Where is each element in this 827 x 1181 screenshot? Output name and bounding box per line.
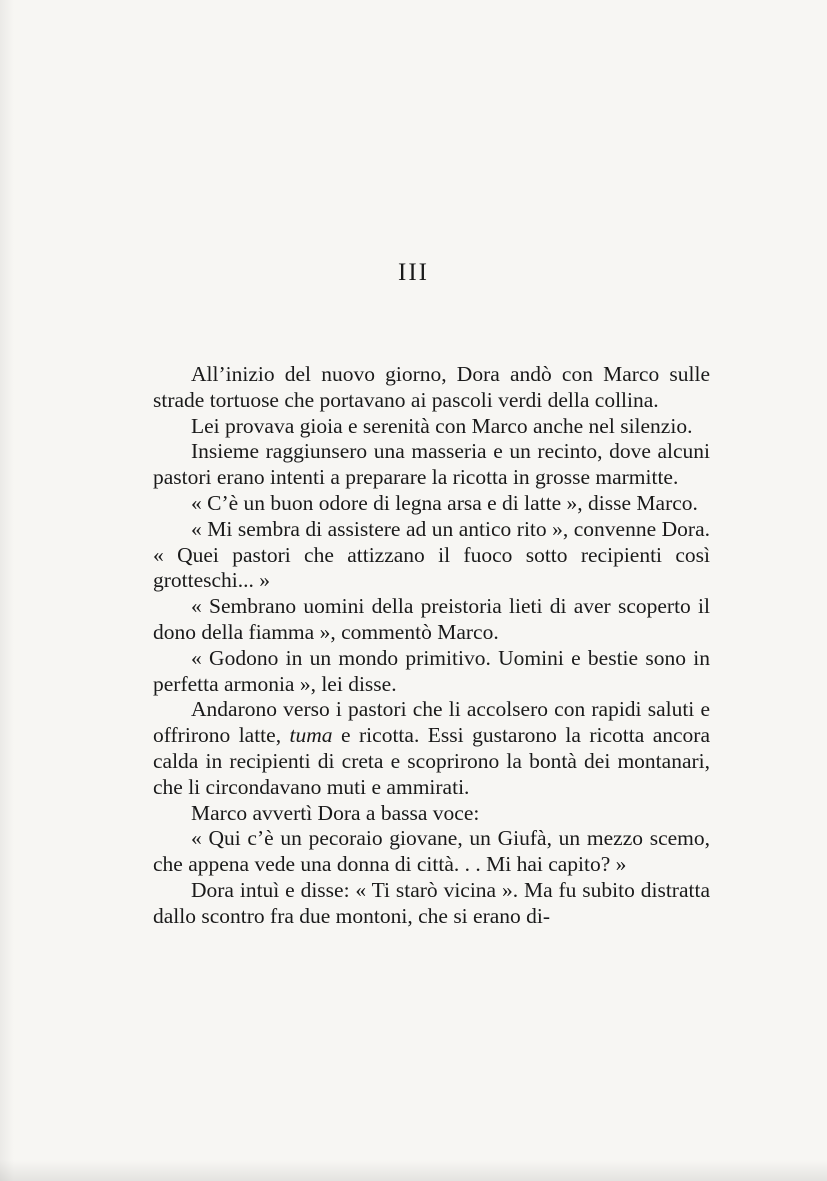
paragraph: « Godono in un mondo primitivo. Uomini e bestie sono in perfetta armonia », lei disse. <box>153 645 710 696</box>
paragraph: All’inizio del nuovo giorno, Dora andò con Marco sulle strade tortuose che portavano ai pascoli verdi della collina. <box>153 362 710 412</box>
paragraph: « Qui c’è un pecoraio giovane, un Giufà, un mezzo scemo, che appena vede una donna di città. . . Mi hai capito? » <box>153 826 710 877</box>
paragraph: « C’è un buon odore di legna arsa e di latte », disse Marco. <box>191 490 698 515</box>
paragraph: « Mi sembra di assistere ad un antico rito », convenne Dora. « Quei pastori che attizzano il fuoco sotto recipienti così grotteschi... » <box>153 516 710 593</box>
paragraph: « Sembrano uomini della preistoria lieti di aver scoperto il dono della fiamma », commentò Marco. <box>153 594 710 644</box>
paragraph: Insieme raggiunsero una masseria e un recinto, dove alcuni pastori erano intenti a preparare la ricotta in grosse marmitte. <box>153 439 710 490</box>
paragraph: Lei provava gioia e serenità con Marco anche nel silenzio. <box>191 413 693 438</box>
paragraph: Dora intuì e disse: « Ti starò vicina ». Ma fu subito distratta dallo scontro fra due montoni, che si erano di- <box>153 877 710 928</box>
paragraph: Marco avvertì Dora a bassa voce: <box>191 800 480 825</box>
paragraph-text: e ricotta. Essi gustarono la ricotta ancora calda in recipienti di creta e scoprirono la bontà dei montanari, che li circondavano muti e ammirati. <box>153 723 711 799</box>
italic-word: tuma <box>289 723 333 748</box>
paragraph-text: Andarono verso i pastori che li accolsero con rapidi saluti e offrirono latte, <box>153 697 710 748</box>
paragraph <box>153 697 710 800</box>
chapter-heading: III <box>398 259 429 286</box>
body-text <box>153 362 710 930</box>
